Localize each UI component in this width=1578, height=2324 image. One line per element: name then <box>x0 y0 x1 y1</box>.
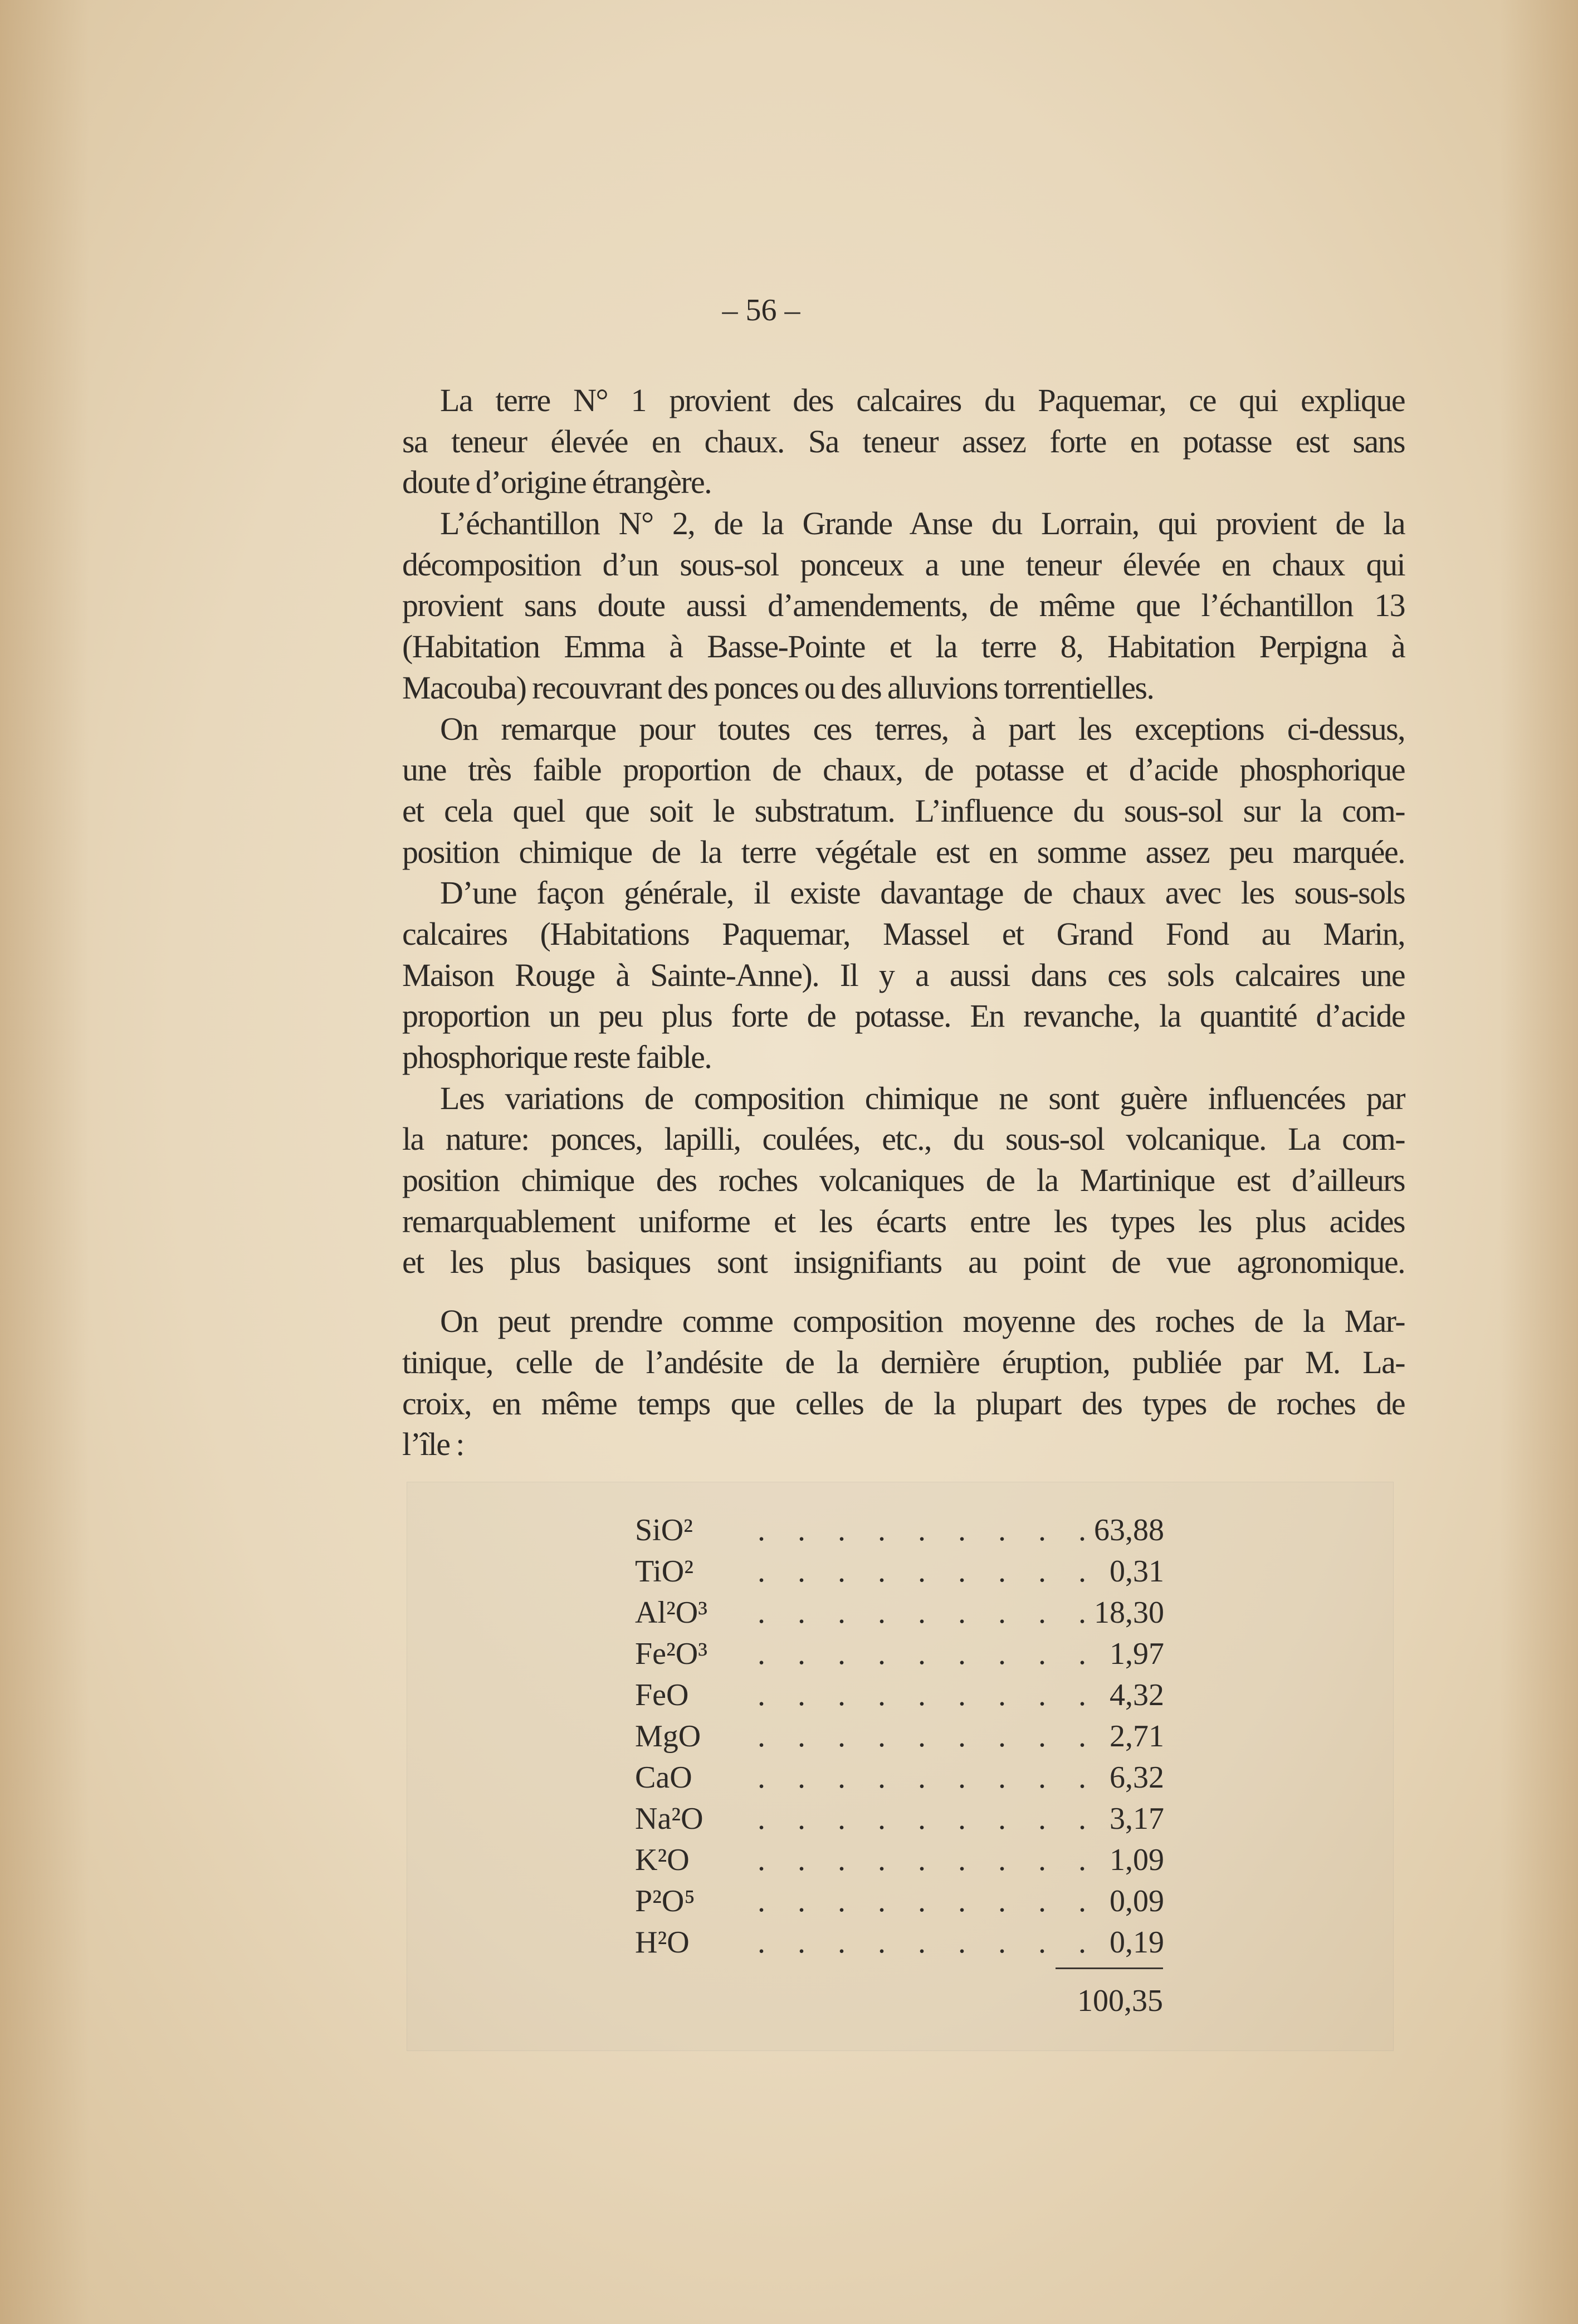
oxide-value: 63,88 <box>1094 1513 1164 1547</box>
body-text <box>402 380 1405 1465</box>
leader-dots: . . . . . . . . . <box>758 1925 1098 1960</box>
oxide-label: Fe²O³ <box>635 1637 708 1671</box>
text-line: tinique, celle de l’andésite de la dernière éruption, publiée par M. La- <box>402 1344 1405 1380</box>
oxide-value: 0,31 <box>1110 1554 1164 1589</box>
text-line: l’île : <box>402 1426 464 1463</box>
text-line: remarquablement uniforme et les écarts entre les types les plus acides <box>402 1203 1405 1239</box>
composition-total: 100,35 <box>1077 1984 1163 2018</box>
table-row <box>635 1881 1170 1922</box>
oxide-label: SiO² <box>635 1513 693 1547</box>
text-line: la nature: ponces, lapilli, coulées, etc., du sous-sol volcanique. La com- <box>402 1121 1405 1158</box>
oxide-value: 6,32 <box>1110 1760 1164 1795</box>
table-row <box>635 1592 1170 1633</box>
leader-dots: . . . . . . . . . <box>758 1843 1098 1877</box>
paragraph-gap <box>402 1283 1405 1301</box>
leader-dots: . . . . . . . . . <box>758 1678 1098 1712</box>
text-line: proportion un peu plus forte de potasse. En revanche, la quantité d’acide <box>402 998 1405 1034</box>
text-line: et cela quel que soit le substratum. L’influence du sous-sol sur la com- <box>402 792 1405 829</box>
text-line: position chimique de la terre végétale est en somme assez peu marquée. <box>402 833 1405 870</box>
oxide-value: 2,71 <box>1110 1719 1164 1754</box>
table-row <box>635 1839 1170 1881</box>
oxide-value: 4,32 <box>1110 1678 1164 1712</box>
table-row <box>635 1922 1170 1963</box>
text-line: doute d’origine étrangère. <box>402 464 712 501</box>
text-line: sa teneur élevée en chaux. Sa teneur assez forte en potasse est sans <box>402 423 1405 460</box>
oxide-label: K²O <box>635 1843 690 1877</box>
text-line: Les variations de composition chimique ne sont guère influencées par <box>440 1080 1405 1116</box>
oxide-label: CaO <box>635 1760 692 1795</box>
text-line: D’une façon générale, il existe davantage de chaux avec les sous-sols <box>440 875 1405 911</box>
oxide-label: Al²O³ <box>635 1595 708 1630</box>
table-row <box>635 1551 1170 1592</box>
table-row <box>635 1716 1170 1757</box>
text-line: une très faible proportion de chaux, de potasse et d’acide phosphorique <box>402 751 1405 788</box>
oxide-label: TiO² <box>635 1554 694 1589</box>
text-line: La terre N° 1 provient des calcaires du Paquemar, ce qui explique <box>440 382 1405 418</box>
oxide-value: 0,19 <box>1110 1925 1164 1960</box>
oxide-value: 1,09 <box>1110 1843 1164 1877</box>
text-line: position chimique des roches volcaniques de la Martinique est d’ailleurs <box>402 1162 1405 1199</box>
oxide-value: 1,97 <box>1110 1637 1164 1671</box>
oxide-label: Na²O <box>635 1801 703 1836</box>
text-line: Maison Rouge à Sainte-Anne). Il y a aussi dans ces sols calcaires une <box>402 956 1405 993</box>
text-line: Macouba) recouvrant des ponces ou des alluvions torrentielles. <box>402 669 1154 706</box>
leader-dots: . . . . . . . . . <box>758 1719 1098 1754</box>
oxide-label: P²O⁵ <box>635 1884 695 1918</box>
leader-dots: . . . . . . . . . <box>758 1637 1098 1671</box>
oxide-value: 3,17 <box>1110 1801 1164 1836</box>
leader-dots: . . . . . . . . . <box>758 1513 1098 1547</box>
sum-rule <box>1056 1967 1163 1969</box>
text-line: décomposition d’un sous-sol ponceux a une teneur élevée en chaux qui <box>402 546 1405 583</box>
paper-edge-shadow-right <box>1500 0 1578 2324</box>
text-line: croix, en même temps que celles de la plupart des types de roches de <box>402 1385 1405 1422</box>
leader-dots: . . . . . . . . . <box>758 1595 1098 1630</box>
oxide-value: 0,09 <box>1110 1884 1164 1918</box>
composition-table <box>635 1510 1170 1963</box>
text-line: provient sans doute aussi d’amendements, de même que l’échantillon 13 <box>402 587 1405 624</box>
leader-dots: . . . . . . . . . <box>758 1884 1098 1918</box>
text-line: On remarque pour toutes ces terres, à part les exceptions ci-dessus, <box>440 710 1405 747</box>
table-row <box>635 1798 1170 1839</box>
table-row <box>635 1633 1170 1674</box>
leader-dots: . . . . . . . . . <box>758 1760 1098 1795</box>
leader-dots: . . . . . . . . . <box>758 1801 1098 1836</box>
page-number: – 56 – <box>722 293 800 328</box>
leader-dots: . . . . . . . . . <box>758 1554 1098 1589</box>
text-line: On peut prendre comme composition moyenne des roches de la Mar- <box>440 1303 1405 1340</box>
table-row <box>635 1674 1170 1716</box>
table-row <box>635 1757 1170 1798</box>
oxide-label: FeO <box>635 1678 689 1712</box>
text-line: phosphorique reste faible. <box>402 1039 712 1075</box>
oxide-label: H²O <box>635 1925 690 1960</box>
text-line: calcaires (Habitations Paquemar, Massel et Grand Fond au Marin, <box>402 915 1405 952</box>
oxide-value: 18,30 <box>1094 1595 1164 1630</box>
text-line: L’échantillon N° 2, de la Grande Anse du Lorrain, qui provient de la <box>440 505 1405 542</box>
text-line: et les plus basiques sont insignifiants au point de vue agronomique. <box>402 1244 1405 1281</box>
table-row <box>635 1510 1170 1551</box>
oxide-label: MgO <box>635 1719 701 1754</box>
text-line: (Habitation Emma à Basse-Pointe et la terre 8, Habitation Perpigna à <box>402 628 1405 665</box>
paper-edge-shadow-left <box>0 0 89 2324</box>
